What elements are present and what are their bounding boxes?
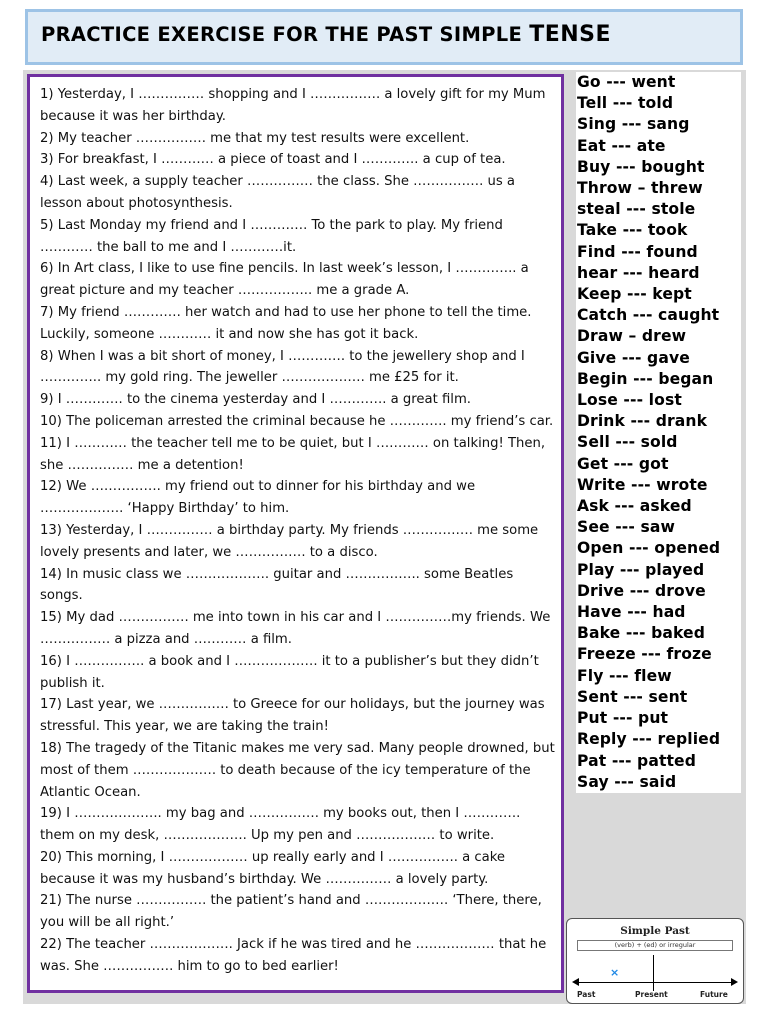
- verb-pair: Begin --- began: [577, 369, 714, 388]
- exercise-item: 13) Yesterday, I …………… a birthday party. My friends ……………. me some lovely presents and later, we ……………. to a disco.: [40, 522, 539, 560]
- verb-pair: Sing --- sang: [577, 115, 690, 134]
- verb-pair: Eat --- ate: [577, 136, 666, 155]
- exercise-item: 7) My friend …………. her watch and had to use her phone to tell the time. Luckily, someone ………… it and now she has got it back.: [40, 304, 532, 342]
- verb-pair: Throw – threw: [577, 179, 703, 198]
- verb-pair: Tell --- told: [577, 94, 674, 113]
- timeline-right-arrow: [731, 978, 738, 986]
- exercise-item: 19) I ……………….. my bag and ……………. my books out, then I …………. them on my desk, ………………. Up my pen and ……………… to write.: [40, 806, 521, 844]
- timeline-present-label: Present: [635, 990, 668, 999]
- timeline-future-label: Future: [700, 990, 728, 999]
- verb-pair: Sent --- sent: [577, 687, 688, 706]
- exercise-item: 18) The tragedy of the Titanic makes me very sad. Many people drowned, but most of them ………………. to death because of the icy temperature of the Atlantic Ocean.: [40, 740, 555, 800]
- verb-pair: Ask --- asked: [577, 497, 692, 516]
- timeline-formula: (verb) + (ed) or irregular: [577, 940, 733, 951]
- exercise-item: 14) In music class we ………………. guitar and …………….. some Beatles songs.: [40, 566, 514, 604]
- present-marker-line: [653, 955, 654, 991]
- exercise-item: 4) Last week, a supply teacher …………… the class. She ……………. us a lesson about photosynthesis.: [40, 174, 515, 211]
- verb-pair: Take --- took: [577, 221, 688, 240]
- timeline-card: [566, 918, 744, 1004]
- verb-pair: Have --- had: [577, 603, 686, 622]
- exercise-item: 5) Last Monday my friend and I …………. To the park to play. My friend ………… the ball to me and I …………it.: [40, 217, 503, 255]
- exercise-item: 11) I ………… the teacher tell me to be quiet, but I ………… on talking! Then, she …………… me a detention!: [40, 435, 546, 473]
- exercise-item: 9) I …………. to the cinema yesterday and I …………. a great film.: [40, 392, 471, 408]
- verb-list: [576, 72, 741, 793]
- verb-pair: steal --- stole: [577, 200, 696, 219]
- verb-pair: Drive --- drove: [577, 581, 706, 600]
- verb-pair: Catch --- caught: [577, 306, 720, 325]
- verb-pair: Go --- went: [577, 73, 676, 91]
- verb-pair: Fly --- flew: [577, 666, 672, 685]
- verb-pair: Say --- said: [577, 772, 677, 791]
- verb-pair: Buy --- bought: [577, 157, 705, 176]
- verb-pair: Keep --- kept: [577, 285, 692, 304]
- verb-pair: Lose --- lost: [577, 391, 682, 410]
- exercise-box: [27, 74, 564, 993]
- verb-pair: Bake --- baked: [577, 624, 705, 643]
- verb-pair: Put --- put: [577, 709, 669, 728]
- exercise-item: 2) My teacher ……………. me that my test results were excellent.: [40, 130, 470, 146]
- exercise-item: 21) The nurse ……………. the patient’s hand and ………………. ‘There, there, you will be all right.’: [40, 893, 542, 931]
- exercise-item: 20) This morning, I ……………… up really early and I ……………. a cake because it was my husband’s birthday. We …………… a lovely party.: [40, 849, 506, 887]
- verb-pair: Reply --- replied: [577, 730, 721, 749]
- verb-pair: Write --- wrote: [577, 475, 708, 494]
- verb-pair: Sell --- sold: [577, 433, 678, 452]
- timeline-left-arrow: [572, 978, 579, 986]
- title-banner: [25, 9, 743, 65]
- verb-pair: Find --- found: [577, 242, 698, 261]
- timeline-title: Simple Past: [620, 925, 690, 937]
- page-title-end: TENSE: [529, 22, 612, 47]
- exercise-item: 8) When I was a bit short of money, I …………. to the jewellery shop and I ………….. my gold ring. The jeweller ………………. me £25 for it.: [40, 348, 525, 386]
- page-title-main: PRACTICE EXERCISE FOR THE PAST SIMPLE: [41, 23, 530, 46]
- verb-pair: Freeze --- froze: [577, 645, 712, 664]
- verb-pair: hear --- heard: [577, 263, 700, 282]
- verb-pair: Give --- gave: [577, 348, 690, 367]
- timeline-axis: [577, 982, 733, 983]
- exercise-item: 22) The teacher ………………. Jack if he was tired and he ……………… that he was. She ……………. him to go to bed earlier!: [40, 937, 547, 974]
- exercise-item: 3) For breakfast, I ………… a piece of toast and I …………. a cup of tea.: [40, 152, 506, 168]
- exercise-item: 15) My dad ……………. me into town in his car and I ……………my friends. We ……………. a pizza and ………… a film.: [40, 610, 551, 647]
- verb-pair: Play --- played: [577, 560, 705, 579]
- past-event-marker: ×: [610, 966, 620, 979]
- verb-pair: Open --- opened: [577, 539, 721, 558]
- page-title: [41, 22, 611, 47]
- verb-pair: See --- saw: [577, 518, 675, 537]
- exercise-item: 6) In Art class, I like to use fine pencils. In last week’s lesson, I ………….. a great picture and my teacher …………….. me a grade A.: [40, 261, 529, 299]
- exercise-list: [40, 84, 555, 978]
- verb-pair: Drink --- drank: [577, 412, 708, 431]
- exercise-item: 1) Yesterday, I …………… shopping and I ……………. a lovely gift for my Mum because it was her birthday.: [40, 87, 546, 124]
- exercise-item: 16) I ……………. a book and I ………………. it to a publisher’s but they didn’t publish it.: [40, 653, 539, 691]
- timeline-past-label: Past: [577, 990, 596, 999]
- verb-pair: Get --- got: [577, 454, 669, 473]
- exercise-item: 12) We ……………. my friend out to dinner for his birthday and we ………………. ‘Happy Birthday’ to him.: [40, 479, 476, 517]
- exercise-item: 17) Last year, we ……………. to Greece for our holidays, but the journey was stressful. This year, we are taking the train!: [40, 697, 545, 735]
- exercise-item: 10) The policeman arrested the criminal because he …………. my friend’s car.: [40, 413, 554, 429]
- verb-pair: Pat --- patted: [577, 751, 696, 770]
- verb-pair: Draw – drew: [577, 327, 687, 346]
